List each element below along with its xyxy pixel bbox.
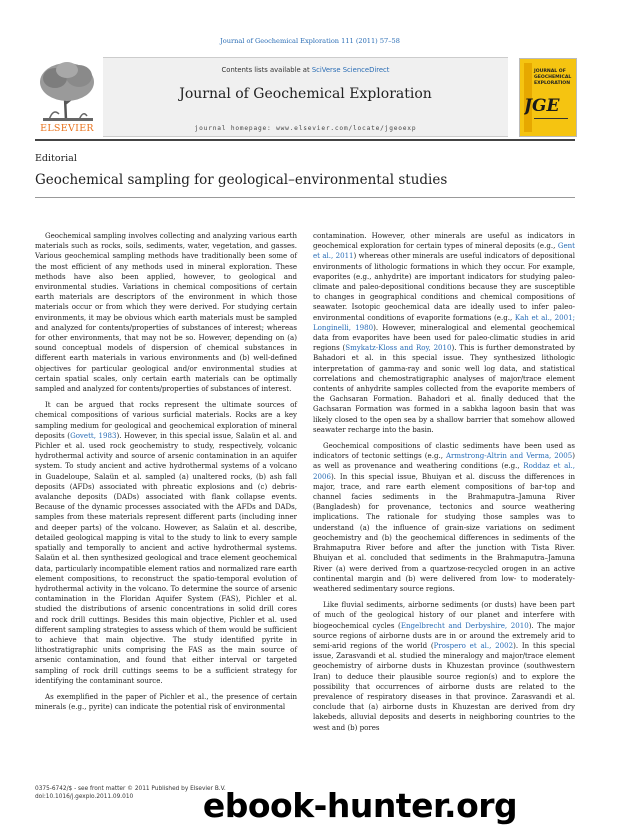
paragraph: Geochemical sampling involves collecting and analyzing various earth materials such as rocks, soils, sediments, water, vegetation, and gasses. Various geochemical sampling methods have traditionally been some of the most efficient of any methods used in mineral exploration. These methods have also been applied, however, to geological and environmental studies. Variations in chemical compositions of certain earth materials are descriptors of the environment in which those materials occur or from which they were derived. For studying certain environments, it may be obvious which earth materials must be sampled and analyzed for contents/properties of substances of interest; whereas for other environments, that may not be so. However, depending on (a) sound conceptual models of dispersion of chemical substances in different earth materials in various environments and (b) well-defined objectives for particular geological and/or environmental studies at certain spatial scales, only certain earth materials can be optimally sampled and analyzed for contents/properties of substances of interest. xyxy=(35,231,297,394)
journal-homepage[interactable]: journal homepage: www.elsevier.com/locate/jgeoexp xyxy=(194,125,417,132)
contents-available-line xyxy=(103,66,508,74)
sciencedirect-link[interactable]: SciVerse ScienceDirect xyxy=(311,66,390,74)
reference-link[interactable]: Gent et al., 2011 xyxy=(313,241,575,261)
cover-title-line-3: EXPLORATION xyxy=(534,81,571,86)
copyright-line: 0375-6742/$ - see front matter © 2011 Published by Elsevier B.V. xyxy=(35,786,226,792)
paragraph: It can be argued that rocks represent the ultimate sources of chemical compositions of various surficial materials. Rocks are a key sampling medium for geological and geochemical exploration of mineral deposits (Govett, 1983). However, in this special issue, Salaün et al. and Pichler et al. used rock geochemistry to study, respectively, volcanic hydrothermal activity and source of arsenic contamination in an aquifer system. To study ancient and active hydrothermal systems of a volcano in Guadeloupe, Salaün et al. sampled (a) unaltered rocks, (b) ash fall deposits (AFDs) associated with phreatic explosions and (c) debris-avalanche deposits (DADs) associated with flank collapse events. Because of the dynamic processes associated with the AFDs and DADs, samples from these materials represent different parts (including inner and deeper parts) of the volcano. However, as Salaün et al. describe, detailed geological mapping is vital to the study to link to every sample spatially and temporally to ancient and active hydrothermal systems. Salaün et al. then synthesized geological and trace element geochemical data, particularly incompatible element ratios and normalized rare earth element compositions, to reconstruct the spatio-temporal evolution of hydrothermal activity in the volcano. To determine the source of arsenic contamination in the Floridan Aquifer System (FAS), Pichler et al. studied the distributions of arsenic concentrations in solid drill cores and rock drill cuttings. Besides this main objective, Pichler et al. used different sampling strategies to assess which of them would be sufficient to achieve that main objective. The study identified pyrite in lithostratigraphic units comprising the FAS as the main source of arsenic contamination, and found that either interval or targeted sampling of rock drill cuttings seems to be a sufficient strategy for identifying the contaminant source. xyxy=(35,400,297,685)
reference-link[interactable]: Armstrong-Altrin and Verma, 2005 xyxy=(445,451,573,461)
right-text-column xyxy=(313,231,575,733)
journal-name: Journal of Geochemical Exploration xyxy=(179,86,432,102)
paragraph: Like fluvial sediments, airborne sediments (or dusts) have been part of much of the geological history of our planet and interfere with biogeochemical cycles (Engelbrecht and Derbyshire, 2010). The major source regions of airborne dusts are in or around the extremely arid to semi-arid regions of the world (Prospero et al., 2002). In this special issue, Zarasvandi et al. studied the mineralogy and major/trace element geochemistry of airborne dusts in Khuzestan province (southwestern Iran) to deduce their plausible source region(s) and to explore the possibility that occurrences of airborne dusts are related to the prevalence of respiratory diseases in that province. Zarasvandi et al. conclude that (a) airborne dusts in Khuzestan are derived from dry lakebeds, alluvial deposits and deserts in neighboring countries to the west and (b) pores xyxy=(313,600,575,732)
article-title: Geochemical sampling for geological–environmental studies xyxy=(35,172,448,188)
reference-link[interactable]: Kah et al., 2001; Longinelli, 1980 xyxy=(313,312,575,332)
title-divider xyxy=(35,197,575,198)
reference-link[interactable]: Roddaz et al., 2006 xyxy=(313,461,575,481)
cover-title-line-2: GEOCHEMICAL xyxy=(534,75,572,80)
header-divider xyxy=(35,139,575,141)
journal-citation[interactable]: Journal of Geochemical Exploration 111 (2011) 57–58 xyxy=(220,37,400,45)
reference-link[interactable]: Govett, 1983 xyxy=(70,430,117,440)
elsevier-wordmark: ELSEVIER xyxy=(40,123,94,134)
doi-link[interactable]: doi:10.1016/j.gexplo.2011.09.010 xyxy=(35,794,134,800)
reference-link[interactable]: Engelbrecht and Derbyshire, 2010 xyxy=(400,620,529,630)
watermark: ebook-hunter.org xyxy=(202,786,518,825)
article-section-label: Editorial xyxy=(35,153,77,164)
reference-link[interactable]: Prospero et al., 2002 xyxy=(433,640,514,650)
left-text-column xyxy=(35,231,297,712)
paragraph: As exemplified in the paper of Pichler et al., the presence of certain minerals (e.g., pyrite) can indicate the potential risk of environmental xyxy=(35,691,297,712)
paragraph: contamination. However, other minerals are useful as indicators in geochemical exploration for certain types of mineral deposits (e.g., Gent et al., 2011) whereas other minerals are useful indicators of depositional environments of lithologic formations in which they occur. For example, evaporites (e.g., anhydrite) are important indicators for studying paleo-climate and paleo-depositional conditions because they are susceptible to changes in geographical conditions and chemical compositions of seawater. Isotopic geochemical data are ideally used to infer paleo-environmental conditions of evaporite formations (e.g., Kah et al., 2001; Longinelli, 1980). However, mineralogical and elemental geochemical data from evaporites have been used for paleo-climatic studies in arid regions (Smykatz-Kloss and Roy, 2010). This is further demonstrated by Bahadori et al. in this special issue. They synthesized lithologic interpretation of gamma-ray and sonic well log data, and statistical correlations and chemostratigraphic analyses of major/trace element contents of anhydrite samples collected from the evaporite members of the Gachsaran Formation. Bahadori et al. finally deduced that the Gachsaran Formation was formed in a sabkha lagoon basin that was likely closed to the open sea by a shallow barrier that somehow allowed seawater recharge into the basin. xyxy=(313,231,576,434)
cover-abbrev: JGE xyxy=(524,96,560,116)
journal-cover-thumbnail[interactable] xyxy=(519,58,577,137)
reference-link[interactable]: Smykatz-Kloss and Roy, 2010 xyxy=(345,343,452,353)
paragraph: Geochemical compositions of clastic sediments have been used as indicators of tectonic settings (e.g., Armstrong-Altrin and Verma, 2005) as well as provenance and weathering conditions (e.g., Roddaz et al., 2006). In this special issue, Bhuiyan et al. discuss the differences in major, trace, and rare earth element compositions of bar-top and channel facies sediments in the Brahmaputra–Jamuna River (Bangladesh) for provenance, tectonics and source weathering implications. The rationale for studying those samples was to understand (a) the influence of grain-size variations on sediment geochemistry and (b) the geochemical differences in sediments of the Brahmaputra River before and after the junction with Tista River. Bhuiyan et al. concluded that sediments in the Brahmaputra–Jamuna River (a) were derived from a quartzose-recycled orogen in an active continental margin and (b) were delivered from low- to moderately-weathered sedimentary source regions. xyxy=(313,441,575,593)
cover-title-line-1: JOURNAL OF xyxy=(534,69,566,74)
contents-prefix: Contents lists available at xyxy=(221,66,310,74)
